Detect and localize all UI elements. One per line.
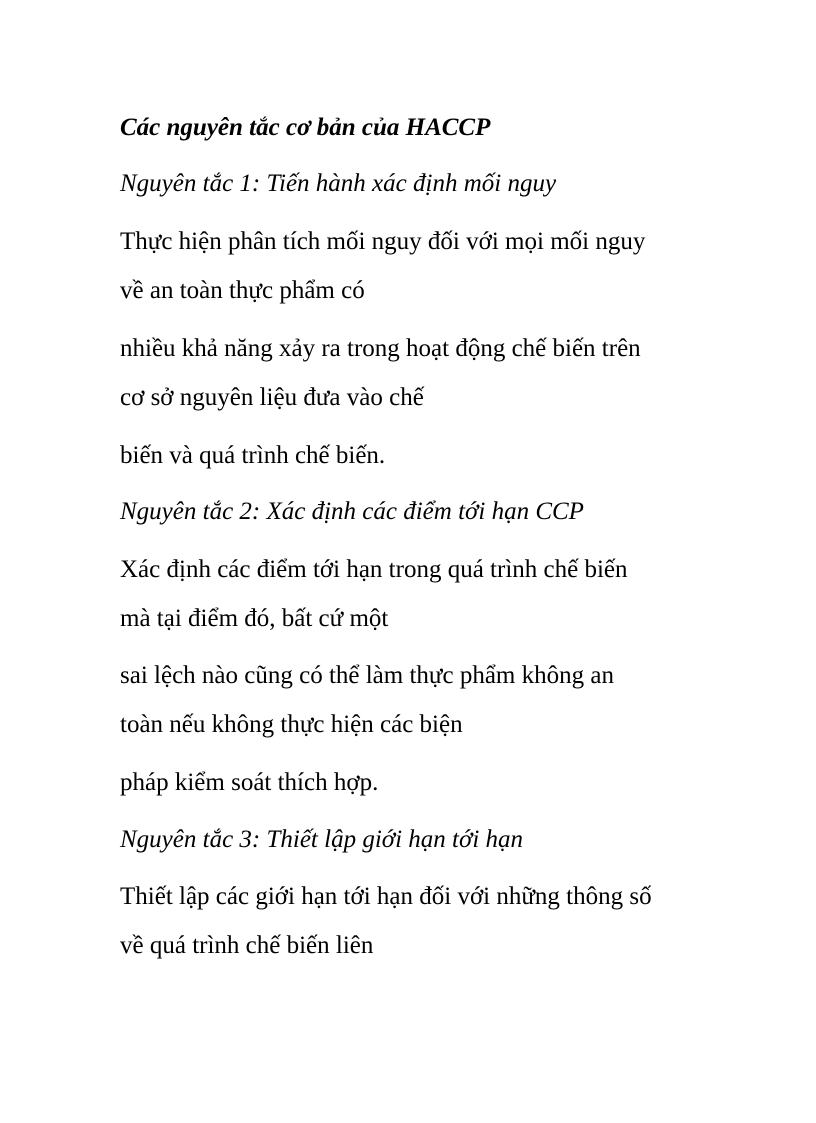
section-1-heading: Nguyên tắc 1: Tiến hành xác định mối nguy bbox=[120, 170, 557, 197]
section-2-paragraph-1-line-1: Xác định các điểm tới hạn trong quá trình chế biến bbox=[120, 556, 628, 583]
section-2-paragraph-2-line-2: toàn nếu không thực hiện các biện bbox=[120, 711, 463, 738]
section-3-paragraph-1-line-2: về quá trình chế biến liên bbox=[120, 932, 374, 959]
section-1-paragraph-1-line-1: Thực hiện phân tích mối nguy đối với mọi mối nguy bbox=[120, 228, 646, 255]
section-2-heading: Nguyên tắc 2: Xác định các điểm tới hạn CCP bbox=[120, 498, 584, 525]
section-3-heading: Nguyên tắc 3: Thiết lập giới hạn tới hạn bbox=[120, 826, 524, 853]
section-2-paragraph-1-line-2: mà tại điểm đó, bất cứ một bbox=[120, 605, 389, 632]
section-1-paragraph-2-line-1: nhiều khả năng xảy ra trong hoạt động chế biến trên bbox=[120, 335, 641, 362]
section-1-paragraph-1-line-2: về an toàn thực phẩm có bbox=[120, 277, 365, 304]
section-3-paragraph-1-line-1: Thiết lập các giới hạn tới hạn đối với những thông số bbox=[120, 883, 652, 910]
section-2-paragraph-3-line-1: pháp kiểm soát thích hợp. bbox=[120, 769, 379, 796]
document-title: Các nguyên tắc cơ bản của HACCP bbox=[120, 114, 491, 141]
section-1-paragraph-2-line-2: cơ sở nguyên liệu đưa vào chế bbox=[120, 384, 424, 411]
section-1-paragraph-3-line-1: biến và quá trình chế biến. bbox=[120, 442, 386, 469]
section-2-paragraph-2-line-1: sai lệch nào cũng có thể làm thực phẩm không an bbox=[120, 662, 614, 689]
